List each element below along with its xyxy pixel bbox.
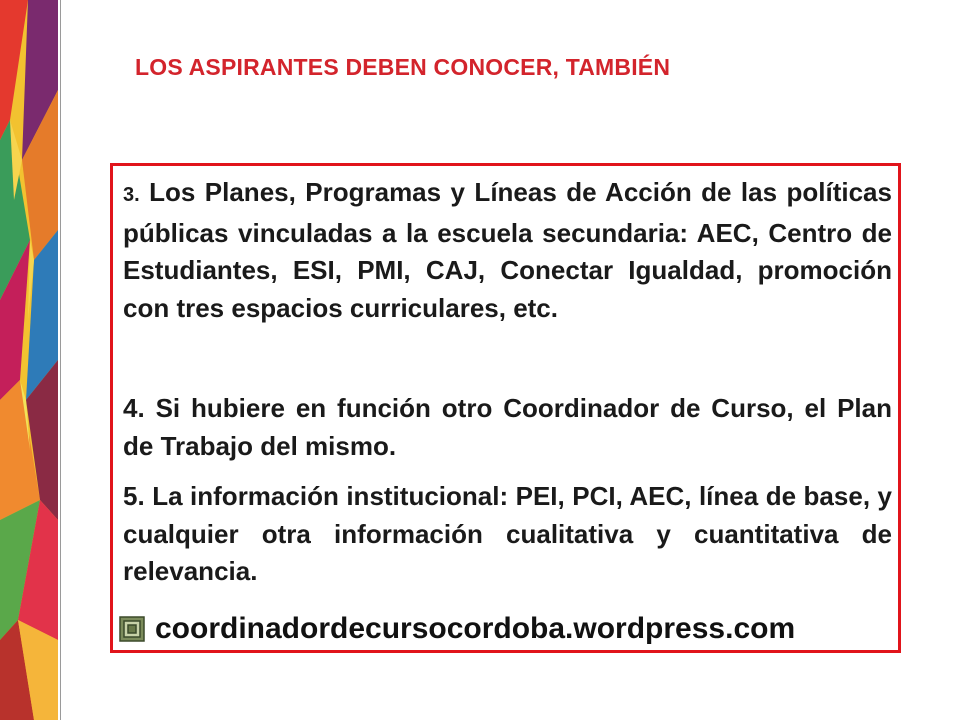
- item-3: [123, 174, 892, 327]
- decorative-stripe: [0, 0, 58, 720]
- item-4-text: Si hubiere en función otro Coordinador de Curso, el Plan de Trabajo del mismo.: [123, 393, 892, 461]
- slide-title: LOS ASPIRANTES DEBEN CONOCER, TAMBIÉN: [135, 54, 671, 80]
- square-spiral-bullet-icon: [119, 616, 145, 642]
- item-5-number: 5.: [123, 481, 145, 511]
- item-3-number: 3.: [123, 184, 140, 206]
- item-4-number: 4.: [123, 393, 145, 423]
- content-box: [110, 163, 901, 653]
- item-4: [123, 390, 892, 465]
- website-link[interactable]: coordinadordecursocordoba.wordpress.com: [155, 612, 796, 645]
- item-5: [123, 478, 892, 591]
- divider-line: [60, 0, 61, 720]
- website-link-row[interactable]: [119, 612, 795, 646]
- item-5-text: La información institucional: PEI, PCI, AEC, línea de base, y cualquier otra información cualitativa y cuantitativa de relevancia.: [123, 481, 892, 586]
- item-3-text: Los Planes, Programas y Líneas de Acción de las políticas públicas vinculadas a la escuela secundaria: AEC, Centro de Estudiantes, ESI, PMI, CAJ, Conectar Igualdad, promoción con tres espacios curriculares, etc.: [123, 177, 892, 323]
